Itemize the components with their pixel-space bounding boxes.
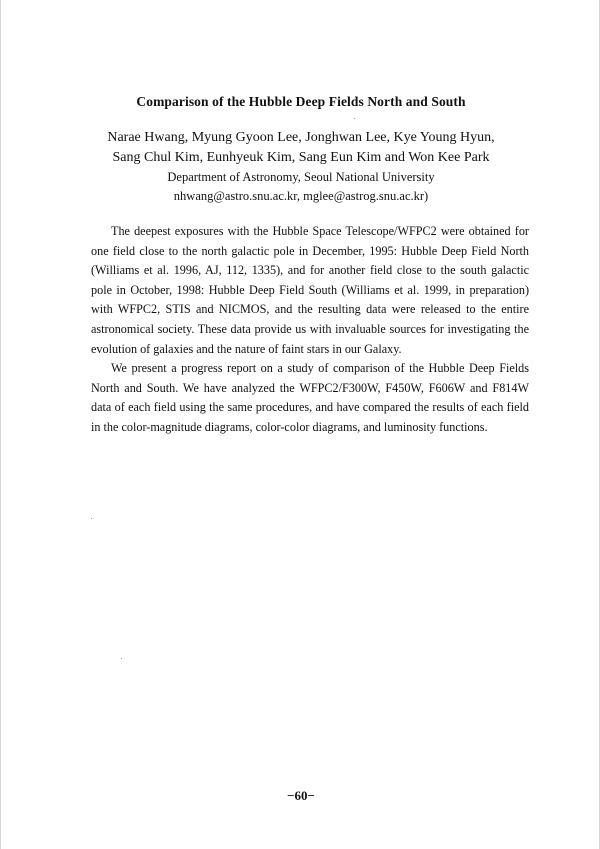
scan-speck bbox=[121, 658, 122, 659]
paper-title: Comparison of the Hubble Deep Fields North and South bbox=[136, 94, 466, 109]
scan-speck bbox=[91, 518, 92, 519]
page-number: −60− bbox=[287, 788, 315, 803]
scan-speck bbox=[354, 118, 355, 119]
author-line: Narae Hwang, Myung Gyoon Lee, Jonghwan Lee, Kye Young Hyun, bbox=[107, 130, 495, 145]
abstract-body bbox=[91, 222, 529, 438]
author-list bbox=[61, 128, 541, 168]
paragraph: We present a progress report on a study of comparison of the Hubble Deep Fields North and South. We have analyzed the WFPC2/F300W, F450W, F606W and F814W data of each field using the same procedures, and have compared the results of each field in the color-magnitude diagrams, color-color diagrams, and luminosity functions. bbox=[91, 361, 529, 434]
paragraph: The deepest exposures with the Hubble Space Telescope/WFPC2 were obtained for one field close to the north galactic pole in December, 1995: Hubble Deep Field North (Williams et al. 1996, AJ, 112, 1335), and for another field close to the south galactic pole in October, 1998: Hubble Deep Field South (Williams et al. 1999, in preparation) with WFPC2, STIS and NICMOS, and the resulting data were released to the entire astronomical society. These data provide us with invaluable sources for investigating the evolution of galaxies and the nature of faint stars in our Galaxy. bbox=[91, 224, 529, 356]
affiliation: Department of Astronomy, Seoul National University bbox=[167, 170, 435, 184]
affiliation-block bbox=[61, 168, 541, 206]
email-addresses: nhwang@astro.snu.ac.kr, mglee@astrog.snu.ac.kr) bbox=[173, 189, 429, 203]
author-line: Sang Chul Kim, Eunhyeuk Kim, Sang Eun Kim and Won Kee Park bbox=[112, 150, 490, 165]
